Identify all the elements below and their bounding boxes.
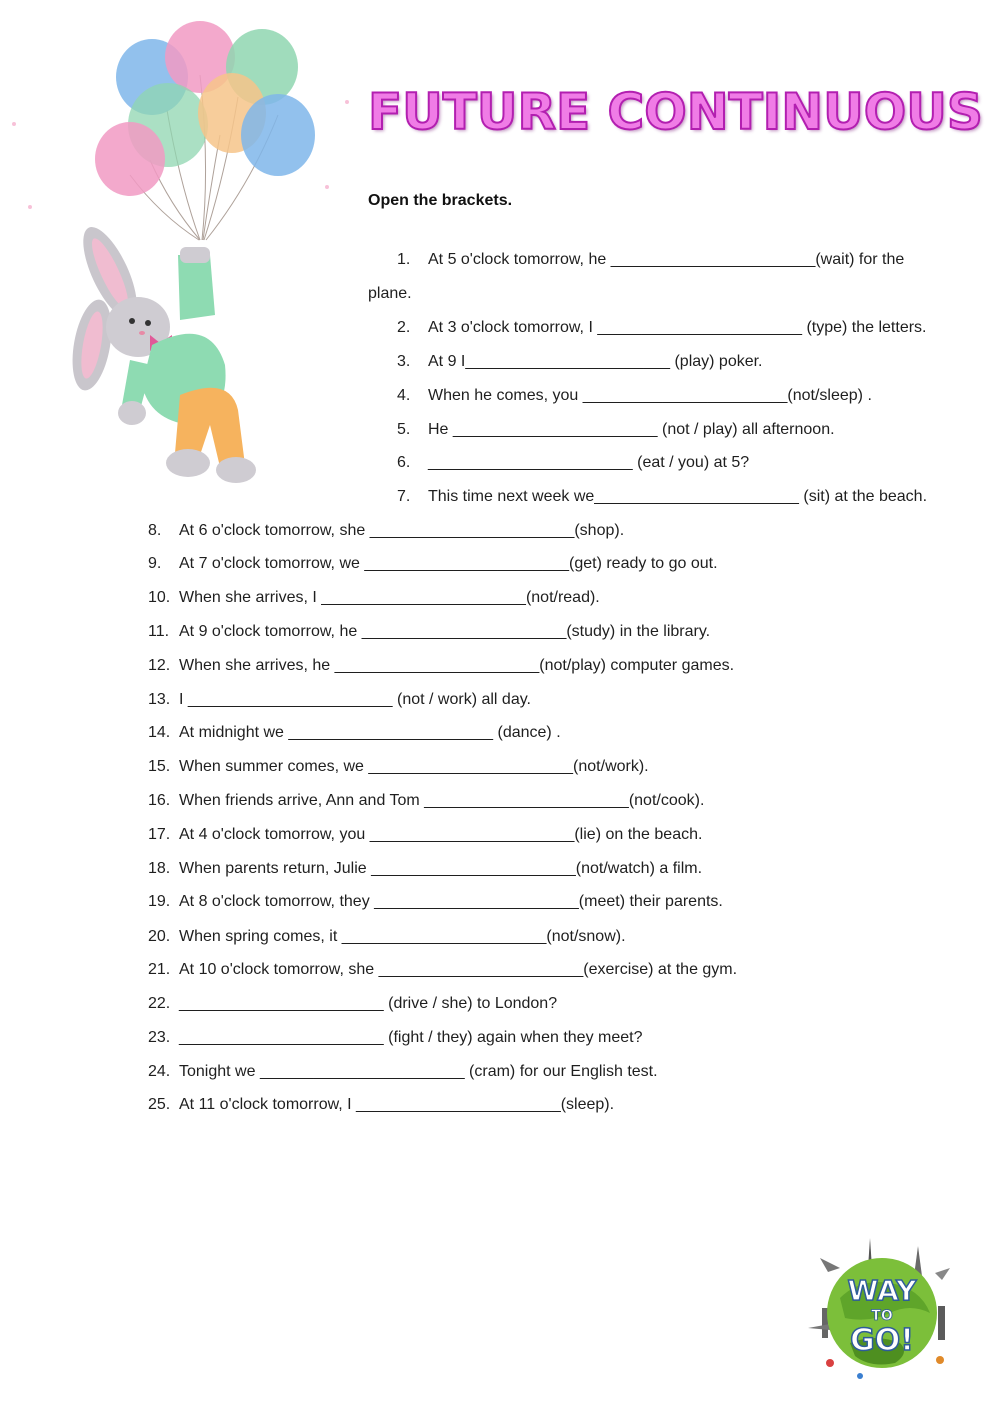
- exercise-text: At 7 o'clock tomorrow, we _______________________(get) ready to go out.: [179, 555, 718, 572]
- exercise-text: He _______________________ (not / play) all afternoon.: [428, 421, 835, 438]
- decor-dot: [28, 205, 32, 209]
- exercise-text: At 9 I_______________________ (play) poker.: [428, 353, 763, 370]
- exercise-text: At 10 o'clock tomorrow, she _______________________(exercise) at the gym.: [179, 961, 738, 978]
- exercise-text: At 6 o'clock tomorrow, she _______________________(shop).: [179, 522, 625, 539]
- exercise-number: 2.: [397, 319, 411, 336]
- exercise-number: 8.: [148, 522, 162, 539]
- exercise-number: 24.: [148, 1063, 171, 1080]
- exercise-number: 22.: [148, 995, 171, 1012]
- exercise-text: I _______________________ (not / work) all day.: [179, 691, 531, 708]
- exercise-text: _______________________ (fight / they) again when they meet?: [179, 1029, 643, 1046]
- exercise-text: This time next week we_______________________ (sit) at the beach.: [428, 488, 928, 505]
- exercise-number: 4.: [397, 387, 411, 404]
- exercise-text-continuation: plane.: [368, 285, 412, 302]
- exercise-number: 1.: [397, 251, 411, 268]
- exercise-text: When spring comes, it _______________________(not/snow).: [179, 928, 626, 945]
- exercise-number: 19.: [148, 893, 171, 910]
- exercise-text: At 11 o'clock tomorrow, I _______________________(sleep).: [179, 1096, 615, 1113]
- exercise-text: When she arrives, he _______________________(not/play) computer games.: [179, 657, 735, 674]
- exercise-text: When he comes, you _______________________(not/sleep) .: [428, 387, 872, 404]
- logo-text-way: WAY: [847, 1274, 917, 1307]
- exercise-number: 13.: [148, 691, 171, 708]
- exercise-number: 11.: [148, 623, 170, 640]
- exercise-text: At 5 o'clock tomorrow, he _______________________(wait) for the: [428, 251, 905, 268]
- instruction-text: Open the brackets.: [368, 192, 513, 209]
- decor-dot: [12, 122, 16, 126]
- bunny-balloons-illustration: [60, 15, 340, 485]
- exercise-text: _______________________ (drive / she) to London?: [179, 995, 558, 1012]
- exercise-text: At 8 o'clock tomorrow, they _______________________(meet) their parents.: [179, 893, 723, 910]
- exercise-number: 23.: [148, 1029, 171, 1046]
- exercise-text: At 4 o'clock tomorrow, you _______________________(lie) on the beach.: [179, 826, 703, 843]
- decor-dot: [345, 100, 349, 104]
- way-to-go-logo: [800, 1228, 965, 1383]
- exercise-text: At 9 o'clock tomorrow, he _______________________(study) in the library.: [179, 623, 711, 640]
- exercise-text: Tonight we _______________________ (cram) for our English test.: [179, 1063, 658, 1080]
- exercise-text: At midnight we _______________________ (dance) .: [179, 724, 561, 741]
- exercise-number: 14.: [148, 724, 171, 741]
- exercise-number: 12.: [148, 657, 171, 674]
- exercise-number: 17.: [148, 826, 171, 843]
- exercise-number: 3.: [397, 353, 411, 370]
- exercise-number: 7.: [397, 488, 411, 505]
- exercise-number: 5.: [397, 421, 411, 438]
- logo-text-go: GO!: [850, 1323, 914, 1358]
- exercise-number: 18.: [148, 860, 171, 877]
- exercise-text: At 3 o'clock tomorrow, I _______________________ (type) the letters.: [428, 319, 927, 336]
- exercise-number: 20.: [148, 928, 171, 945]
- exercise-text: When she arrives, I _______________________(not/read).: [179, 589, 600, 606]
- exercise-number: 21.: [148, 961, 171, 978]
- balloon: [95, 122, 165, 196]
- exercise-number: 6.: [397, 454, 411, 471]
- exercise-text: _______________________ (eat / you) at 5?: [428, 454, 750, 471]
- exercise-text: When summer comes, we _______________________(not/work).: [179, 758, 649, 775]
- exercise-number: 16.: [148, 792, 171, 809]
- exercise-number: 15.: [148, 758, 171, 775]
- exercise-number: 10.: [148, 589, 171, 606]
- exercise-text: When parents return, Julie _______________________(not/watch) a film.: [179, 860, 703, 877]
- logo-text-to: TO: [871, 1308, 893, 1324]
- page-title: FUTURE CONTINUOUS: [368, 83, 983, 141]
- exercise-number: 25.: [148, 1096, 171, 1113]
- balloon: [241, 94, 315, 176]
- exercise-text: When friends arrive, Ann and Tom _______________________(not/cook).: [179, 792, 705, 809]
- exercise-number: 9.: [148, 555, 162, 572]
